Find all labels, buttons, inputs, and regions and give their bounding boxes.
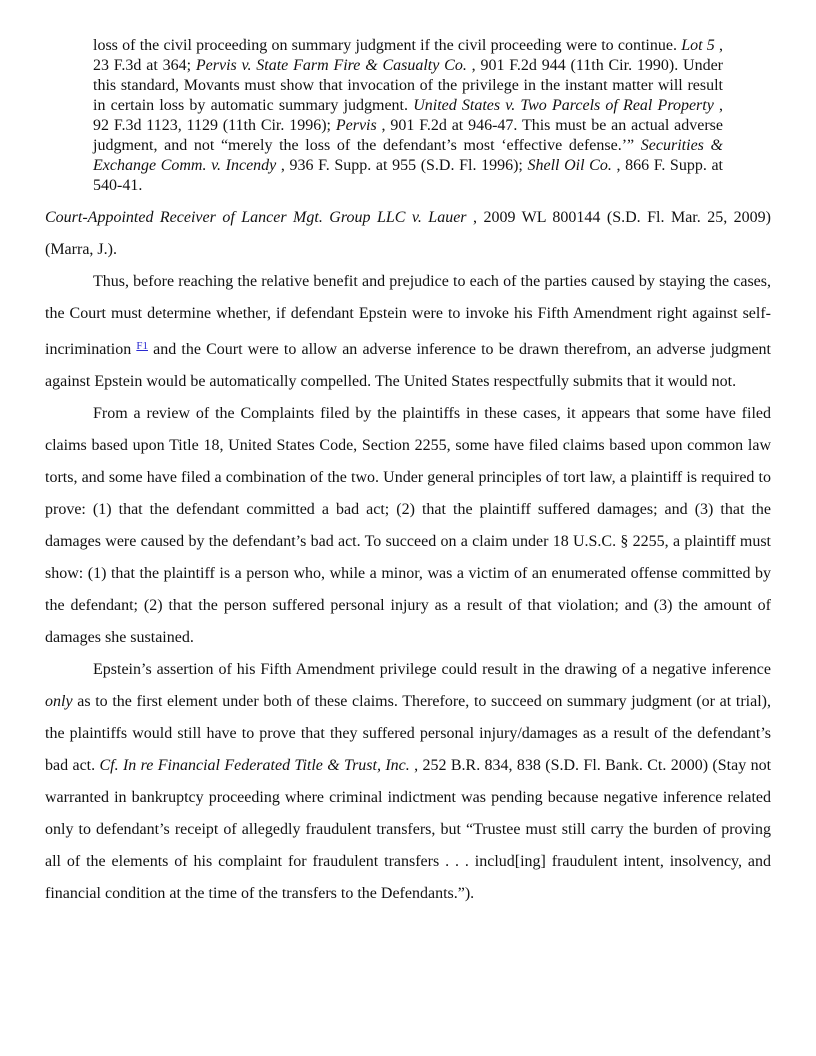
- case-citation: Lot 5: [681, 37, 715, 54]
- case-citation: Securities & Exchange Comm. v. Incendy: [93, 137, 723, 174]
- citation-text: , 23 F.3d at 364;: [93, 37, 724, 74]
- quote-text: loss of the civil proceeding on summary judgment if the civil proceeding were to continue.: [93, 37, 677, 54]
- footnote-link[interactable]: F1: [136, 340, 148, 352]
- block-quote: [93, 36, 723, 196]
- paragraph-text: as to the first element under both of these claims. Therefore, to succeed on summary judgment (or at trial), the plaintiffs would still have to prove that they suffered personal injury/damages as a result of the defendant’s bad act.: [45, 693, 771, 774]
- body-text: [45, 266, 771, 910]
- paragraph-text: , 252 B.R. 834, 838 (S.D. Fl. Bank. Ct. 2000) (Stay not warranted in bankruptcy proceeding where criminal indictment was pending because negative inference related only to defendant’s receipt of allegedly fraudulent transfers, but “Trustee must still carry the burden of proving all of the elements of his complaint for fraudulent transfers . . . includ[ing] fraudulent intent, insolvency, and financial condition at the time of the transfers to the Defendants.”).: [45, 757, 772, 902]
- emphasis: only: [45, 693, 73, 710]
- citation-text: , 2009 WL 800144 (S.D. Fl. Mar. 25, 2009) (Marra, J.).: [45, 209, 772, 258]
- quote-attribution: [45, 202, 771, 266]
- paragraph-text: Thus, before reaching the relative benefit and prejudice to each of the parties caused by staying the cases, the Court must determine whether, if defendant Epstein were to invoke his Fifth Amendment right against self-incrimination: [45, 273, 771, 358]
- case-citation: Court-Appointed Receiver of Lancer Mgt. Group LLC v. Lauer: [45, 209, 467, 226]
- quote-text: , 901 F.2d at 946-47. This must be an actual adverse judgment, and not “merely the loss of the defendant’s most ‘effective defense.’”: [93, 117, 723, 154]
- paragraph-text: From a review of the Complaints filed by the plaintiffs in these cases, it appears that some have filed claims based upon Title 18, United States Code, Section 2255, some have filed claims based upon common law torts, and some have filed a combination of the two. Under general principles of tort law, a plaintiff is required to prove: (1) that the defendant committed a bad act; (2) that the plaintiff suffered damages; and (3) that the damages were caused by the defendant’s bad act. To succeed on a claim under 18 U.S.C. § 2255, a plaintiff must show: (1) that the plaintiff is a person who, while a minor, was a victim of an enumerated offense committed by the defendant; (2) that the person suffered personal injury as a result of that violation; and (3) the amount of damages she sustained.: [45, 405, 771, 646]
- case-citation: United States v. Two Parcels of Real Property: [413, 97, 714, 114]
- case-citation: Pervis: [335, 117, 377, 134]
- case-citation: Pervis v. State Farm Fire & Casualty Co.: [195, 57, 467, 74]
- paragraph-text: Epstein’s assertion of his Fifth Amendment privilege could result in the drawing of a negative inference: [93, 661, 771, 678]
- case-citation: Shell Oil Co.: [527, 157, 612, 174]
- citation-text: , 92 F.3d 1123, 1129 (11th Cir. 1996);: [93, 97, 724, 134]
- paragraph-3: [45, 654, 771, 910]
- citation-text: , 866 F. Supp. at 540-41.: [93, 157, 724, 194]
- paragraph-1: [45, 266, 771, 398]
- citation-text: , 936 F. Supp. at 955 (S.D. Fl. 1996);: [276, 157, 528, 174]
- case-citation: Cf. In re Financial Federated Title & Trust, Inc.: [99, 757, 410, 774]
- paragraph-text: and the Court were to allow an adverse inference to be drawn therefrom, an adverse judgment against Epstein would be automatically compelled. The United States respectfully submits that it would not.: [45, 341, 772, 390]
- quote-text: , 901 F.2d 944 (11th Cir. 1990). Under this standard, Movants must show that invocation of the privilege in the instant matter will result in certain loss by automatic summary judgment.: [93, 57, 724, 114]
- paragraph-2: [45, 398, 771, 654]
